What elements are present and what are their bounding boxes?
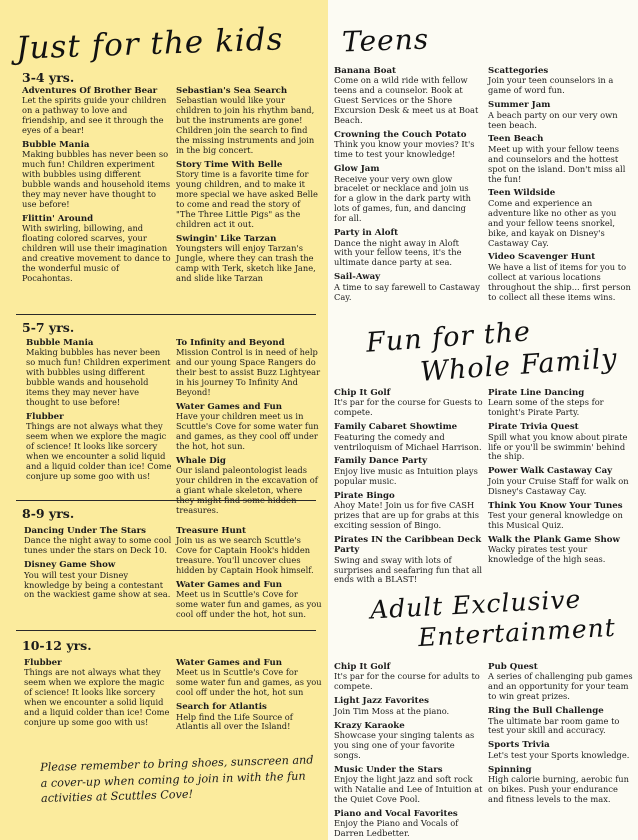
activity <box>334 272 480 302</box>
activity-desc: Learn some of the steps for tonight's Pirate Party. <box>488 397 604 418</box>
family-col2 <box>488 388 634 569</box>
activity-desc: Come and experience an adventure like no other as you and your fellow teens snorkel, bike, and kayak on Disney's Castaway Cay. <box>488 197 617 248</box>
activity-desc: Have your children meet us in Scuttle's Cove for some water fun and games, as they cool off under the hot, hot sun. <box>176 411 319 452</box>
activity-desc: High calorie burning, aerobic fun on bikes. Push your endurance and fitness levels to the max. <box>488 774 629 804</box>
activity <box>176 160 322 230</box>
activity <box>488 765 634 805</box>
activity-title: Water Games and Fun <box>176 580 282 591</box>
activity-desc: Enjoy live music as Intuition plays popular music. <box>334 465 478 486</box>
activity-desc: Meet us in Scuttle's Cove for some water fun and games, as you cool off under the hot, hot sun. <box>176 589 322 620</box>
age-3-4-col2 <box>176 86 322 288</box>
teens-col1 <box>334 66 480 306</box>
activity-title: Piano and Vocal Favorites <box>334 808 458 819</box>
activity-title: Glow Jam <box>334 164 380 175</box>
activity-title: Flittin' Around <box>22 213 94 224</box>
activity-title: Teen Wildside <box>488 188 556 199</box>
activity-title: Treasure Hunt <box>176 526 246 536</box>
activity-title: Summer Jam <box>488 100 551 111</box>
activity <box>488 66 634 96</box>
activity <box>334 696 484 716</box>
activity <box>176 402 322 452</box>
activity <box>488 706 634 736</box>
activity-desc: Story time is a favorite time for young children, and to make it more special we have asked Belle to come and read the story of "The Three Little Pigs" as the children act it out. <box>176 169 318 229</box>
activity-desc: Come on a wild ride with fellow teens and a counselor. Book at Guest Services or the Shore Excursion Desk & meet us at Boat Beach. <box>334 75 479 126</box>
activity-title: Pirate Bingo <box>334 490 395 501</box>
kids-heading: Just for the kids <box>15 21 285 67</box>
section-divider <box>16 630 316 631</box>
family-heading-line1: Fun for the <box>365 316 532 359</box>
activity-title: Pirates IN the Caribbean Deck Party <box>334 534 482 556</box>
activity-title: Party in Aloft <box>334 228 399 239</box>
activity-title: Teen Beach <box>488 134 544 145</box>
age-5-7-col2 <box>176 338 322 520</box>
activity-desc: Join us as we search Scuttle's Cove for Captain Hook's hidden treasure. You'll uncover clues hidden by Captain Hook himself. <box>176 535 314 576</box>
activity-title: Disney Game Show <box>24 560 116 571</box>
activity-title: Sail-Away <box>334 272 381 283</box>
activity-desc: We have a list of items for you to collect at various locations throughout the ship... first person to collect all these items wins. <box>488 261 631 302</box>
activity-desc: Things are not always what they seem when we explore the magic of science! It looks like sorcery when we encounter a solid liquid and a liquid colder than ice! Come conjure up some goo with us! <box>24 667 170 727</box>
activity-desc: Test your general knowledge on this Musical Quiz. <box>488 509 623 530</box>
activity-desc: Spill what you know about pirate life or you'll be swimmin' behind the ship. <box>488 431 628 462</box>
activity-title: Crowning the Couch Potato <box>334 129 467 140</box>
activity <box>488 388 634 418</box>
activity <box>334 491 484 531</box>
activity <box>26 412 172 482</box>
activity <box>334 662 484 692</box>
activity-desc: Help find the Life Source of Atlantis all over the Island! <box>176 711 293 732</box>
activity-desc: It's par for the course for adults to compete. <box>334 671 480 692</box>
activity <box>334 535 484 586</box>
adult-col1 <box>334 662 484 840</box>
activity-desc: A beach party on our very own teen beach. <box>488 109 618 130</box>
activity-title: Power Walk Castaway Cay <box>488 466 613 477</box>
activity <box>176 658 322 698</box>
activity-title: Sports Trivia <box>488 740 550 751</box>
activity-title: Ring the Bull Challenge <box>488 706 604 717</box>
activity-title: Flubber <box>26 411 64 422</box>
activity-title: Krazy Karaoke <box>334 720 405 731</box>
activity-title: Dancing Under The Stars <box>24 526 146 536</box>
activity-desc: Swing and sway with lots of surprises and seafaring fun that all ends with a BLAST! <box>334 554 483 585</box>
activity-title: Water Games and Fun <box>176 401 282 412</box>
activity <box>176 456 322 516</box>
age-10-12-col2 <box>176 658 322 736</box>
activity-title: Flubber <box>24 658 62 668</box>
activity <box>334 422 484 452</box>
activity-title: Family Dance Party <box>334 456 428 467</box>
age-8-9-col1 <box>24 526 172 604</box>
activity-desc: You will test your Disney knowledge by being a contestant on the wackiest game show at sea. <box>24 569 171 600</box>
activity-desc: Wacky pirates test your knowledge of the high seas. <box>488 544 606 565</box>
activity <box>176 580 322 620</box>
activity-title: Family Cabaret Showtime <box>334 422 458 433</box>
activity-desc: Join your Cruise Staff for walk on Disney's Castaway Cay. <box>488 475 629 496</box>
activity <box>334 66 480 126</box>
activity <box>488 100 634 130</box>
activity-desc: Let the spirits guide your children on a pathway to love and friendship, and see it through the eyes of a bear! <box>22 95 167 136</box>
adult-heading-line2: Entertainment <box>417 612 617 653</box>
activity-title: Swingin' Like Tarzan <box>176 233 277 244</box>
activity-title: Spinning <box>488 764 532 775</box>
activity <box>334 388 484 418</box>
activity <box>176 338 322 398</box>
activity <box>334 228 480 268</box>
activity <box>24 560 172 600</box>
activity-desc: Enjoy the Piano and Vocals of Darren Ledbetter. <box>334 818 459 839</box>
activity-title: Think You Know Your Tunes <box>488 500 623 511</box>
age-10-12-label: 10-12 yrs. <box>22 638 92 653</box>
activity <box>176 526 322 576</box>
activity-title: Scattegories <box>488 66 549 76</box>
age-8-9-col2 <box>176 526 322 624</box>
activity-title: Walk the Plank Game Show <box>488 534 620 545</box>
activity-title: Search for Atlantis <box>176 702 267 713</box>
activity <box>24 658 174 728</box>
activity-title: Banana Boat <box>334 66 396 76</box>
activity-desc: Enjoy the light jazz and soft rock with Natalie and Lee of Intuition at the Quiet Cove Pool. <box>334 774 483 804</box>
adult-heading-line1: Adult Exclusive <box>369 584 582 625</box>
activity-title: Chip It Golf <box>334 388 391 398</box>
activity-title: Light Jazz Favorites <box>334 696 429 707</box>
activity-title: Pub Quest <box>488 662 538 672</box>
activity <box>334 809 484 839</box>
activity <box>22 86 172 136</box>
activity-desc: The ultimate bar room game to test your skill and accuracy. <box>488 715 620 736</box>
teens-col2 <box>488 66 634 306</box>
activity-desc: Join Tim Moss at the piano. <box>334 705 450 716</box>
activity <box>488 501 634 531</box>
activity-desc: Things are not always what they seem when we explore the magic of science! It looks like sorcery when we encounter a solid liquid and a liquid colder than ice! Come conjure up some goo with us! <box>26 421 172 481</box>
activity-title: Video Scavenger Hunt <box>488 252 596 263</box>
activity <box>488 422 634 462</box>
activity <box>334 130 480 160</box>
activity <box>488 466 634 496</box>
activity-title: Bubble Mania <box>26 338 94 348</box>
family-col1 <box>334 388 484 589</box>
activity-desc: Mission Control is in need of help and our young Space Rangers do their best to assist Buzz Lightyear in his journey To Infinity And Beyond! <box>176 347 321 398</box>
section-divider <box>16 500 316 501</box>
activity-desc: It's par for the course for Guests to compete. <box>334 397 483 418</box>
activity-title: Music Under the Stars <box>334 764 443 775</box>
activity <box>488 740 634 760</box>
activity-title: Pirate Line Dancing <box>488 388 585 398</box>
activity <box>334 164 480 224</box>
activity-desc: Showcase your singing talents as you sing one of your favorite songs. <box>334 729 475 760</box>
activity <box>22 214 172 284</box>
activity <box>176 234 322 284</box>
activity-desc: Youngsters will enjoy Tarzan's Jungle, where they can trash the camp with Terk, sketch like Jane, and slide like Tarzan <box>176 243 316 283</box>
age-5-7-label: 5-7 yrs. <box>22 320 75 335</box>
activity-desc: Dance the night away to some cool tunes under the stars on Deck 10. <box>24 535 172 556</box>
age-5-7-col1 <box>26 338 172 486</box>
activity-title: Whale Dig <box>176 455 226 466</box>
activity <box>488 535 634 565</box>
activity-desc: Making bubbles has never been so much fun! Children experiment with bubbles using different bubble wands and household items they may never have thought to use before! <box>26 347 171 407</box>
activity-desc: Ahoy Mate! Join us for five CASH prizes that are up for grabs at this exciting session of Bingo. <box>334 500 480 530</box>
activity-desc: Think you know your movies? It's time to test your knowledge! <box>334 139 475 160</box>
activity-title: Sebastian's Sea Search <box>176 86 288 96</box>
activity-desc: A series of challenging pub games and an opportunity for your team to win great prizes. <box>488 671 633 702</box>
age-10-12-col1 <box>24 658 174 732</box>
activity <box>176 702 322 732</box>
kids-footer-note: Please remember to bring shoes, sunscreen and a cover-up when coming to join in with the fun activities at Scuttles Cove! <box>40 753 314 805</box>
activity-desc: Join your teen counselors in a game of word fun. <box>488 75 614 96</box>
activity-desc: Sebastian would like your children to join his rhythm band, but the instruments are gone! Children join the search to find the missing instruments and join in the big concert. <box>176 95 315 155</box>
activity-desc: With swirling, billowing, and floating colored scarves, your children will use their imagination and creative movement to dance to the wonderful music of Pocahontas. <box>22 223 171 283</box>
activity <box>176 86 322 156</box>
activity-desc: Making bubbles has never been so much fun! Children experiment with bubbles using different bubble wands and household items they may never have thought to use before! <box>22 149 171 209</box>
activity-title: Bubble Mania <box>22 140 90 151</box>
activity-title: To Infinity and Beyond <box>176 338 285 348</box>
activity <box>334 456 484 486</box>
teens-heading: Teens <box>341 22 430 59</box>
activity-desc: Meet us in Scuttle's Cove for some water fun and games, as you cool off under the hot, hot sun <box>176 667 322 698</box>
activity-title: Adventures Of Brother Bear <box>22 86 158 96</box>
activity-desc: Let's test your Sports knowledge. <box>488 749 630 760</box>
activity-desc: Our island paleontologist leads your children in the excavation of a giant whale skeleton, where they might find some hidden treasures. <box>176 465 318 515</box>
activity <box>488 188 634 248</box>
activity-title: Story Time With Belle <box>176 159 283 170</box>
activity-desc: Dance the night away in Aloft with your fellow teens, it's the ultimate dance party at sea. <box>334 237 462 268</box>
activity <box>24 526 172 556</box>
adult-col2 <box>488 662 634 809</box>
age-3-4-col1 <box>22 86 172 288</box>
family-heading-line2: Whole Family <box>419 343 619 388</box>
activity-desc: Meet up with your fellow teens and counselors and the hottest spot on the island. Don't miss all the fun! <box>488 143 626 184</box>
activity-title: Water Games and Fun <box>176 658 282 668</box>
activity <box>334 765 484 805</box>
activity <box>488 252 634 302</box>
activity <box>334 721 484 761</box>
activity <box>488 662 634 702</box>
age-3-4-label: 3-4 yrs. <box>22 70 75 85</box>
activity-desc: A time to say farewell to Castaway Cay. <box>334 281 480 302</box>
activity <box>488 134 634 184</box>
age-8-9-label: 8-9 yrs. <box>22 506 75 521</box>
activity-desc: Featuring the comedy and ventriloquism of Michael Harrison. <box>334 431 482 452</box>
section-divider <box>16 314 316 315</box>
activity-desc: Receive your very own glow bracelet or necklace and join us for a glow in the dark party with lots of games, fun, and dancing for all. <box>334 173 472 224</box>
activity-title: Chip It Golf <box>334 662 391 672</box>
activity-title: Pirate Trivia Quest <box>488 422 579 433</box>
activity <box>22 140 172 210</box>
activity <box>26 338 172 408</box>
